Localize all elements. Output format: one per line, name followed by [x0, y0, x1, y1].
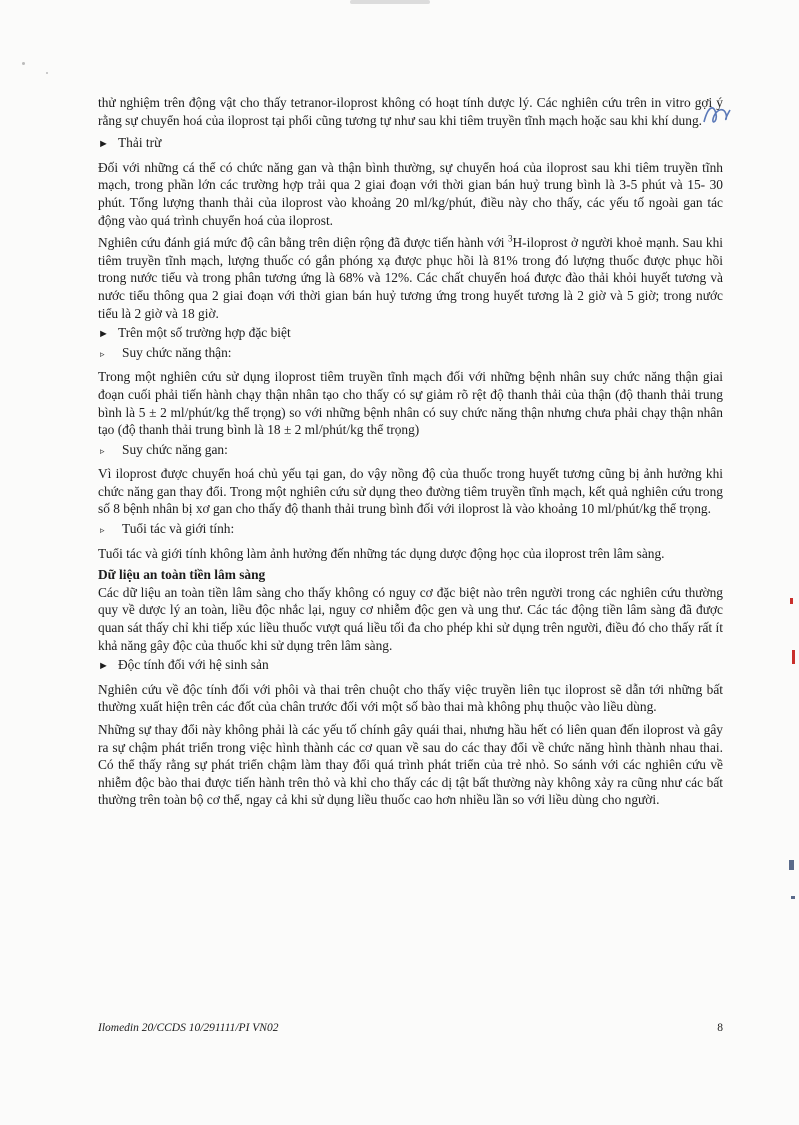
- page-footer: [98, 1022, 723, 1034]
- small-triangle-bullet-icon: ▹: [100, 348, 105, 359]
- right-edge-mark-4: [791, 896, 795, 899]
- section-heading-preclinical: Dữ liệu an toàn tiền lâm sàng: [98, 567, 266, 583]
- small-triangle-bullet-icon: ▹: [100, 445, 105, 456]
- heading-reproductive-toxicity-label: Độc tính đối với hệ sinh sản: [118, 657, 269, 673]
- heading-reproductive-toxicity: [98, 656, 723, 676]
- isotope-superscript: 3: [507, 233, 513, 244]
- subheading-hepatic-label: Suy chức năng gan:: [122, 441, 228, 457]
- paragraph-hepatic: Vì iloprost được chuyển hoá chủ yếu tại gan, do vậy nồng độ của thuốc trong huyết tương cũng bị ảnh hưởng khi chức năng gan thay đổi. Trong một nghiên cứu sử dụng theo đường tiêm truyền tĩnh mạch, kết quả nghiên cứu trong số 8 bệnh nhân bị xơ gan cho thấy độ thanh thải trung bình đối với iloprost là vào khoảng 10 ml/phút/kg thể trọng.: [98, 466, 723, 517]
- paragraph-elimination: Đối với những cá thể có chức năng gan và thận bình thường, sự chuyển hoá của iloprost sau khi tiêm truyền tĩnh mạch, trong phần lớn các trường hợp trải qua 2 giai đoạn với thời gian bán huỷ trung bình là 3-5 phút và 15- 30 phút. Tổng lượng thanh thải của iloprost vào khoảng 20 ml/kg/phút, điều này cho thấy, các yếu tố ngoài gan tác động vào quá trình chuyển hoá của iloprost.: [98, 159, 723, 228]
- heading-elimination-label: Thải trừ: [118, 135, 162, 151]
- paragraph-preclinical: Các dữ liệu an toàn tiền lâm sàng cho thấy không có nguy cơ đặc biệt nào trên người trong các nghiên cứu thường quy về dược lý an toàn, liều độc nhắc lại, nguy cơ nhiễm độc gen và ung thư. Các tác động tiền lâm sàng đã được quan sát thấy chỉ khi tiếp xúc liều thuốc vượt quá liều tối đa cho phép khi sử dụng trên người, điều đó cho thấy rất ít khả năng gây độc của thuốc khi sử dụng trên lâm sàng.: [98, 584, 723, 653]
- paragraph-metabolism-end: thử nghiệm trên động vật cho thấy tetranor-iloprost không có hoạt tính dược lý. Các nghiên cứu trên in vitro gợi ý rằng sự chuyển hoá của iloprost tại phổi cũng tương tự như sau khi tiêm truyền tĩnh mạch hoặc sau khi khí dung.: [98, 95, 723, 128]
- paragraph-age-gender: Tuổi tác và giới tính không làm ảnh hưởng đến những tác dụng dược động học của iloprost trên lâm sàng.: [98, 545, 665, 561]
- subheading-renal-label: Suy chức năng thận:: [122, 344, 232, 360]
- subheading-age-gender-label: Tuổi tác và giới tính:: [122, 521, 235, 537]
- paragraph-renal: Trong một nghiên cứu sử dụng iloprost tiêm truyền tĩnh mạch đối với những bệnh nhân suy chức năng thận giai đoạn cuối phải tiến hành chạy thận nhân tạo cho thấy có sự giảm rõ rệt độ thanh thải của thận (độ thanh thải trung bình là 5 ± 2 ml/phút/kg thể trọng) so với những bệnh nhân có suy chức năng thận nhưng chưa phải chạy thận nhân tạo (độ thanh thải trung bình là 18 ± 2 ml/phút/kg thể trọng): [98, 369, 723, 438]
- triangle-bullet-icon: ►: [98, 328, 109, 341]
- subheading-age-gender: [98, 520, 723, 540]
- page-number: 8: [717, 1022, 723, 1034]
- left-scan-dot-2: [46, 72, 48, 74]
- triangle-bullet-icon: ►: [98, 138, 109, 151]
- heading-elimination: [98, 134, 723, 154]
- right-edge-mark-1: [790, 598, 793, 604]
- document-body: [98, 94, 723, 809]
- heading-special-populations-label: Trên một số trường hợp đặc biệt: [118, 325, 291, 341]
- right-edge-mark-3: [789, 860, 794, 870]
- paragraph-reproductive-2: Những sự thay đổi này không phải là các yếu tố chính gây quái thai, nhưng hầu hết có liên quan đến iloprost và gây ra sự chậm phát triển trong việc hình thành các cơ quan về sau do các thay đổi về chức năng hình thành nhau thai. Có thể thấy rằng sự phát triển chậm làm thay đổi quá trình phát triển của trẻ nhỏ. So sánh với các nghiên cứu về nhiễm độc bào thai được tiến hành trên thỏ và khỉ cho thấy các dị tật bất thường này không xảy ra cũng như các bất thường trên toàn bộ cơ thể, ngay cả khi sử dụng liều thuốc cao hơn nhiều lần so với liều dùng cho người.: [98, 722, 723, 808]
- mass-balance-text-a: Nghiên cứu đánh giá mức độ cân bằng trên diện rộng đã được tiến hành với: [98, 235, 508, 251]
- top-scan-mark: [350, 0, 430, 4]
- small-triangle-bullet-icon: ▹: [100, 525, 105, 536]
- subheading-renal: [98, 344, 723, 364]
- mass-balance-text-b: H-iloprost ở người khoẻ mạnh. Sau khi tiêm truyền tĩnh mạch, lượng thuốc có gắn phóng xạ được phục hồi là 81% trong đó lượng thuốc được phục hồi trong nước tiểu và trong phân tương ứng là 68% và 12%. Các chất chuyển hoá được đào thải khỏi huyết tương và nước tiểu thông qua 2 giai đoạn với thời gian bán huỷ tương ứng trong huyết tương là 2 giờ và 5 giờ; trong nước tiểu là 2 giờ và 18 giờ.: [98, 235, 723, 321]
- triangle-bullet-icon: ►: [98, 660, 109, 673]
- left-scan-dot: [22, 62, 25, 65]
- paragraph-reproductive-1: Nghiên cứu về độc tính đối với phôi và thai trên chuột cho thấy việc truyền liên tục iloprost sẽ dẫn tới những bất thường xuất hiện trên các đốt của chân trước đối với một số bào thai mà không phụ thuộc vào liều dùng.: [98, 681, 723, 715]
- paragraph-mass-balance: [98, 234, 723, 322]
- heading-special-populations: [98, 324, 723, 344]
- document-id: Ilomedin 20/CCDS 10/291111/PI VN02: [98, 1022, 279, 1034]
- right-edge-mark-2: [792, 650, 795, 664]
- subheading-hepatic: [98, 441, 723, 461]
